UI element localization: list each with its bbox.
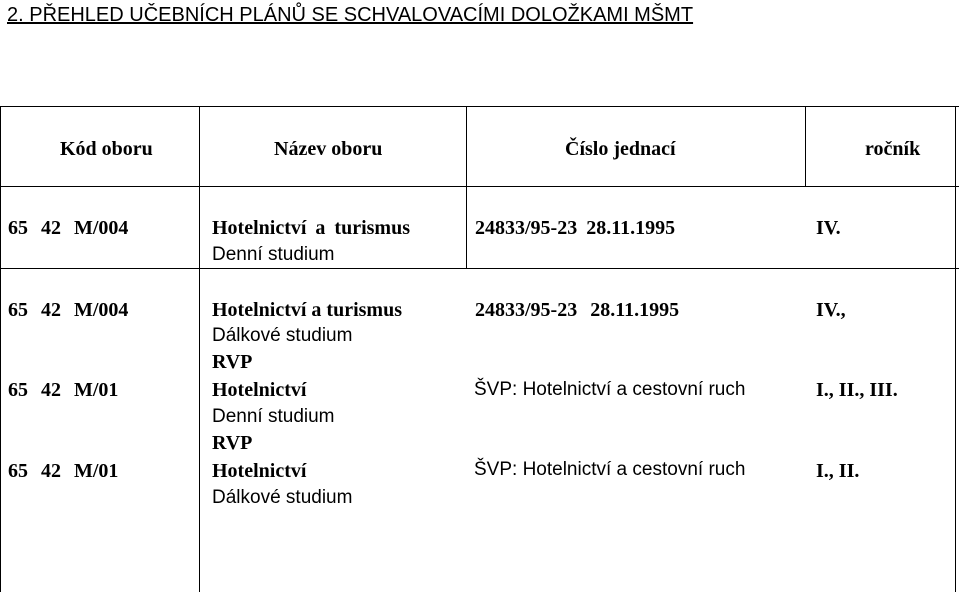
row-prefix: RVP [212,432,253,454]
header-year: ročník [865,138,921,160]
row-divider [0,268,959,269]
row-ref: ŠVP: Hotelnictví a cestovní ruch [474,379,746,400]
page-title: 2. PŘEHLED UČEBNÍCH PLÁNŮ SE SCHVALOVACÍMI DOLOŽKAMI MŠMT [7,4,694,26]
row-name: Hotelnictví a turismus [212,217,410,239]
row-name: Hotelnictví [212,460,307,482]
row-code: 65 42 M/004 [8,299,129,321]
row-name: Hotelnictví [212,379,307,401]
header-bottom-border [0,186,959,187]
row-year: I., II., III. [816,379,898,401]
header-name: Název oboru [274,138,383,160]
header-code: Kód oboru [60,138,153,160]
row-code: 65 42 M/01 [8,379,119,401]
row-code: 65 42 M/01 [8,460,119,482]
row-prefix: RVP [212,351,253,373]
row-ref: ŠVP: Hotelnictví a cestovní ruch [474,459,746,480]
row-ref: 24833/95-23 28.11.1995 [475,299,680,321]
column-divider [199,106,200,592]
table-right-border [955,106,956,592]
row-year: I., II. [816,460,860,482]
row-mode: Dálkové studium [212,487,353,508]
row-ref: 24833/95-23 28.11.1995 [475,217,676,239]
table-top-border [0,106,959,107]
row-year: IV. [816,217,841,239]
row-mode: Denní studium [212,244,335,265]
header-ref: Číslo jednací [565,138,676,160]
column-divider [805,106,806,187]
row-name: Hotelnictví a turismus [212,299,402,321]
row-year: IV., [816,299,846,321]
row-code: 65 42 M/004 [8,217,129,239]
row-mode: Denní studium [212,406,335,427]
column-divider [466,106,467,269]
row-mode: Dálkové studium [212,325,353,346]
table-left-border [0,106,1,592]
